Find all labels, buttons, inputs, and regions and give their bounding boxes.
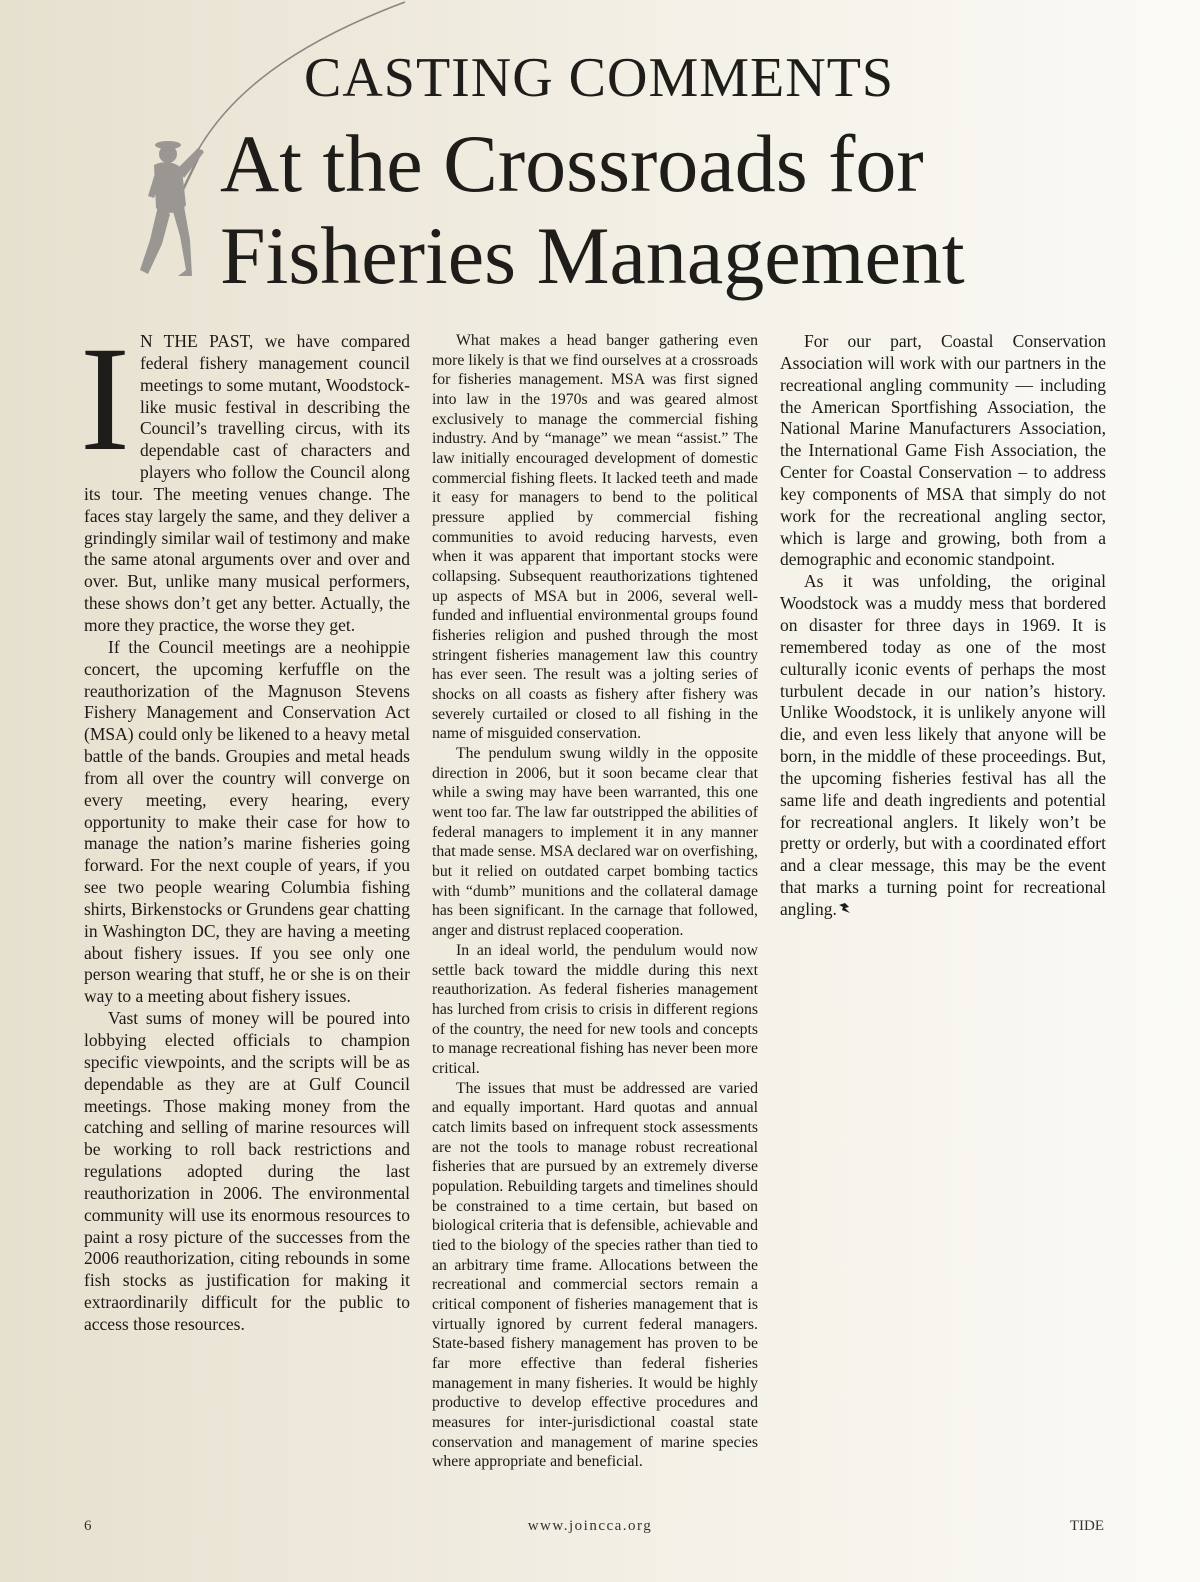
article-column-3 xyxy=(780,331,1106,921)
article-title-line-1: At the Crossroads for xyxy=(220,118,924,209)
page-number: 6 xyxy=(84,1518,92,1534)
article-column-1 xyxy=(80,316,410,1336)
article-paragraph: The issues that must be addressed are varied and equally important. Hard quotas and annual catch limits based on infrequent stock assessments are not the tools to manage robust recreational fisheries that are pursued by an extremely diverse population. Rebuilding targets and timelines should be constrained to a time certain, but based on biological criteria that is defensible, achievable and tied to the biology of the species rather than tied to an arbitrary time frame. Allocations between the recreational and commercial sectors remain a critical component of fisheries management that is virtually ignored by current federal managers. State-based fishery management has proven to be far more effective than federal fisheries management in many fisheries. It would be highly productive to develop effective procedures and measures for inter-jurisdictional coastal state conservation and management of marine species where appropriate and beneficial. xyxy=(432,1079,758,1471)
article-paragraph xyxy=(80,316,410,637)
article-paragraph: What makes a head banger gathering even more likely is that we find ourselves at a crossroads for fisheries management. MSA was first signed into law in the 1970s and was geared almost exclusively to manage the commercial fishing industry. And by “manage” we mean “assist.” The law initially encouraged development of domestic commercial fishing fleets. It lacked teeth and made it easy for managers to bend to the political pressure applied by commercial fishing communities to avoid reducing harvests, even when it was apparent that important stocks were collapsing. Subsequent reauthorizations tightened up aspects of MSA but in 2006, several well-funded and influential environmental groups found fisheries religion and pushed through the most stringent fisheries management law this country has ever seen. The result was a jolting series of shocks on all coasts as fishery after fishery was severely curtailed or closed to all fishing in the name of misguided conservation. xyxy=(432,332,758,743)
section-kicker: CASTING COMMENTS xyxy=(304,47,895,109)
article-column-2 xyxy=(432,331,758,1472)
paragraph-text: As it was unfolding, the original Woodstock was a muddy mess that bordered on disaster for three days in 1969. It is remembered today as one of the most culturally iconic events of perhaps the most turbulent decade in our nation’s history. Unlike Woodstock, it is unlikely anyone will die, and even less likely that anyone will be born, in the middle of these proceedings. But, the upcoming fisheries festival has all the same life and death ingredients and potential for recreational anglers. It likely won’t be pretty or orderly, but with a coordinated effort and a clear message, this may be the event that marks a turning point for recreational angling. xyxy=(780,571,1106,919)
article-paragraph: In an ideal world, the pendulum would now settle back toward the middle during this next reauthorization. As federal fisheries management has lurched from crisis to crisis in different regions of the country, the need for new tools and concepts to manage recreational fishing has never been more critical. xyxy=(432,941,758,1077)
paragraph-text: we have compared federal fishery management council meetings to some mutant, Woodstock-like music festival in describing the Council’s travelling circus, with its dependable cast of characters and players who follow the Council along its tour. The meeting venues change. The faces stay largely the same, and they deliver a grindingly similar wail of testimony and make the same atonal arguments over and over and over. But, unlike many musical performers, these shows don’t get any better. Actually, the more they practice, the worse they get. xyxy=(84,331,410,635)
publication-name: TIDE xyxy=(1069,1518,1104,1534)
article-paragraph: The pendulum swung wildly in the opposite direction in 2006, but it soon became clear that while a swing may have been warranted, this one went too far. The law far outstripped the abilities of federal managers to implement it in any manner that made sense. MSA declared war on overfishing, but it relied on outdated carpet bombing tactics with “dumb” munitions and the collateral damage has been significant. In the carnage that followed, anger and distrust replaced cooperation. xyxy=(432,745,758,940)
end-of-article-mark-icon xyxy=(837,901,853,915)
article-paragraph: If the Council meetings are a neohippie concert, the upcoming kerfuffle on the reauthorization of the Magnuson Stevens Fishery Management and Conservation Act (MSA) could only be likened to a heavy metal battle of the bands. Groupies and metal heads from all over the country will converge on every meeting, every hearing, every opportunity to make their case for how to manage the nation’s marine fisheries going forward. For the next couple of years, if you see two people wearing Columbia fishing shirts, Birkenstocks or Grundens gear chatting in Washington DC, they are having a meeting about fishery issues. If you see only one person wearing that stuff, he or she is on their way to a meeting about fishery issues. xyxy=(84,636,410,1007)
article-paragraph: Vast sums of money will be poured into lobbying elected officials to champion specific viewpoints, and the scripts will be as dependable as they are at Gulf Council meetings. Those making money from the catching and selling of marine resources will be working to roll back restrictions and regulations adopted during the last reauthorization in 2006. The environmental community will use its enormous resources to paint a rosy picture of the successes from the 2006 reauthorization, citing rebounds in some fish stocks as justification for making it extraordinarily difficult for the public to access those resources. xyxy=(84,1008,410,1334)
lead-in: N THE PAST, xyxy=(139,331,254,351)
article-title-line-2: Fisheries Management xyxy=(220,210,965,301)
article-paragraph xyxy=(780,571,1106,921)
article-paragraph: For our part, Coastal Conservation Association will work with our partners in the recreational angling community — including the American Sportfishing Association, the National Marine Manufacturers Association, the International Game Fish Association, the Center for Coastal Conservation – to address key components of MSA that simply do not work for the recreational angling sector, which is large and growing, both from a demographic and economic standpoint. xyxy=(780,331,1106,570)
drop-cap: I xyxy=(80,316,130,482)
article-title xyxy=(220,118,1120,302)
website-link[interactable]: www.joincca.org xyxy=(527,1518,653,1534)
